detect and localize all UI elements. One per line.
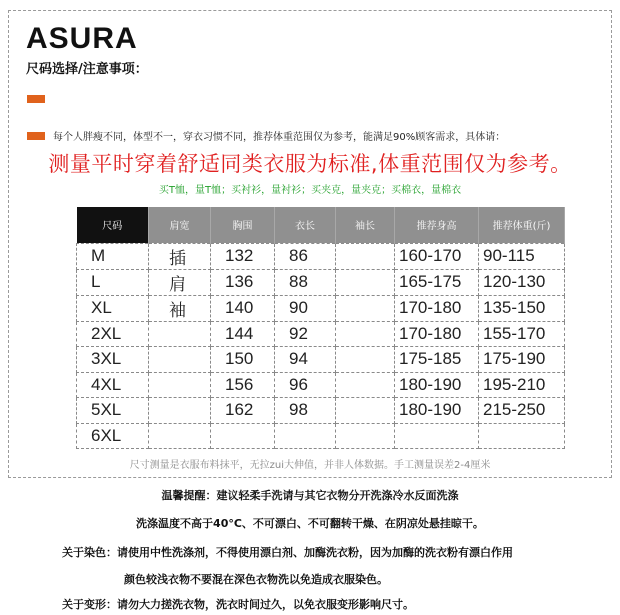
- cell-size: 3XL: [77, 347, 149, 373]
- cell-length: 86: [275, 243, 336, 269]
- cell-chest: 140: [211, 295, 275, 321]
- cell-height: 175-185: [395, 347, 479, 373]
- cell-weight: 135-150: [479, 295, 565, 321]
- brand-logo: ASURA: [26, 22, 138, 55]
- cell-shoulder: 肩: [149, 269, 211, 295]
- note-row: [27, 128, 505, 143]
- header-size: 尺码: [77, 207, 149, 243]
- cell-shoulder: [149, 372, 211, 398]
- cell-length: 98: [275, 398, 336, 424]
- cell-weight: 195-210: [479, 372, 565, 398]
- cell-shoulder: [149, 398, 211, 424]
- cell-chest: 136: [211, 269, 275, 295]
- section-title: 尺码选择/注意事项：: [26, 62, 148, 77]
- cell-shoulder: [149, 347, 211, 373]
- accent-bar: [27, 95, 45, 103]
- header-shoulder: 肩宽: [149, 207, 211, 243]
- care-reminder: 温馨提醒：建议轻柔手洗请与其它衣物分开洗涤冷水反面洗涤: [161, 489, 459, 502]
- cell-length: 90: [275, 295, 336, 321]
- cell-sleeve: [336, 372, 395, 398]
- table-row: [77, 347, 565, 373]
- cell-sleeve: [336, 423, 395, 449]
- cell-height: 170-180: [395, 321, 479, 347]
- cell-shoulder: [149, 423, 211, 449]
- cell-height: 180-190: [395, 398, 479, 424]
- cell-height: [395, 423, 479, 449]
- cell-weight: [479, 423, 565, 449]
- cell-shoulder: [149, 321, 211, 347]
- cell-weight: 90-115: [479, 243, 565, 269]
- cell-chest: 132: [211, 243, 275, 269]
- note-text: 每个人胖瘦不同，体型不一，穿衣习惯不同，推荐体重范围仅为参考，能满足90%顾客需求，具体请：: [53, 132, 506, 143]
- cell-weight: 215-250: [479, 398, 565, 424]
- cell-size: XL: [77, 295, 149, 321]
- care-deform: 关于变形：请勿大力搓洗衣物，洗衣时间过久，以免衣服变形影响尺寸。: [62, 598, 414, 611]
- cell-sleeve: [336, 295, 395, 321]
- cell-height: 160-170: [395, 243, 479, 269]
- cell-size: L: [77, 269, 149, 295]
- cell-size: 6XL: [77, 423, 149, 449]
- size-table-body: [77, 243, 565, 449]
- table-row: [77, 321, 565, 347]
- care-dye-detail: 颜色较浅衣物不要混在深色衣物洗以免造成衣服染色。: [124, 573, 388, 586]
- table-header-row: [77, 207, 565, 243]
- table-row: [77, 372, 565, 398]
- cell-size: 2XL: [77, 321, 149, 347]
- header-sleeve: 袖长: [336, 207, 395, 243]
- header-weight: 推荐体重(斤): [479, 207, 565, 243]
- cell-length: 94: [275, 347, 336, 373]
- cell-length: 96: [275, 372, 336, 398]
- cell-chest: 162: [211, 398, 275, 424]
- measurement-footnote: 尺寸测量是衣服布料抹平，无拉zui大伸值，并非人体数据。手工测量误差2-4厘米: [129, 460, 491, 471]
- cell-shoulder: 袖: [149, 295, 211, 321]
- cell-shoulder: 插: [149, 243, 211, 269]
- cell-weight: 175-190: [479, 347, 565, 373]
- cell-chest: 150: [211, 347, 275, 373]
- cell-sleeve: [336, 321, 395, 347]
- accent-marker: [27, 132, 45, 140]
- cell-length: 88: [275, 269, 336, 295]
- size-table: [76, 207, 565, 449]
- cell-size: 4XL: [77, 372, 149, 398]
- table-row: [77, 295, 565, 321]
- cell-size: M: [77, 243, 149, 269]
- cell-sleeve: [336, 398, 395, 424]
- cell-height: 165-175: [395, 269, 479, 295]
- cell-height: 170-180: [395, 295, 479, 321]
- header-chest: 胸围: [211, 207, 275, 243]
- header-length: 衣长: [275, 207, 336, 243]
- table-row: [77, 398, 565, 424]
- cell-chest: 144: [211, 321, 275, 347]
- care-dye: 关于染色：请使用中性洗涤剂，不得使用漂白剂、加酶洗衣粉，因为加酶的洗衣粉有漂白作用: [62, 546, 513, 559]
- table-row: [77, 243, 565, 269]
- measurement-headline: 测量平时穿着舒适同类衣服为标准,体重范围仅为参考。: [48, 152, 572, 176]
- table-row: [77, 423, 565, 449]
- cell-chest: [211, 423, 275, 449]
- cell-weight: 155-170: [479, 321, 565, 347]
- cell-sleeve: [336, 243, 395, 269]
- cell-height: 180-190: [395, 372, 479, 398]
- cell-size: 5XL: [77, 398, 149, 424]
- cell-sleeve: [336, 269, 395, 295]
- header-height: 推荐身高: [395, 207, 479, 243]
- measurement-tip: 买T恤，量T恤；买衬衫，量衬衫；买夹克，量夹克；买棉衣，量棉衣: [158, 185, 462, 196]
- table-row: [77, 269, 565, 295]
- cell-chest: 156: [211, 372, 275, 398]
- cell-sleeve: [336, 347, 395, 373]
- cell-length: [275, 423, 336, 449]
- cell-weight: 120-130: [479, 269, 565, 295]
- care-temperature: 洗涤温度不高于40°C、不可漂白、不可翻转干燥、在阴凉处悬挂晾干。: [136, 517, 484, 530]
- cell-length: 92: [275, 321, 336, 347]
